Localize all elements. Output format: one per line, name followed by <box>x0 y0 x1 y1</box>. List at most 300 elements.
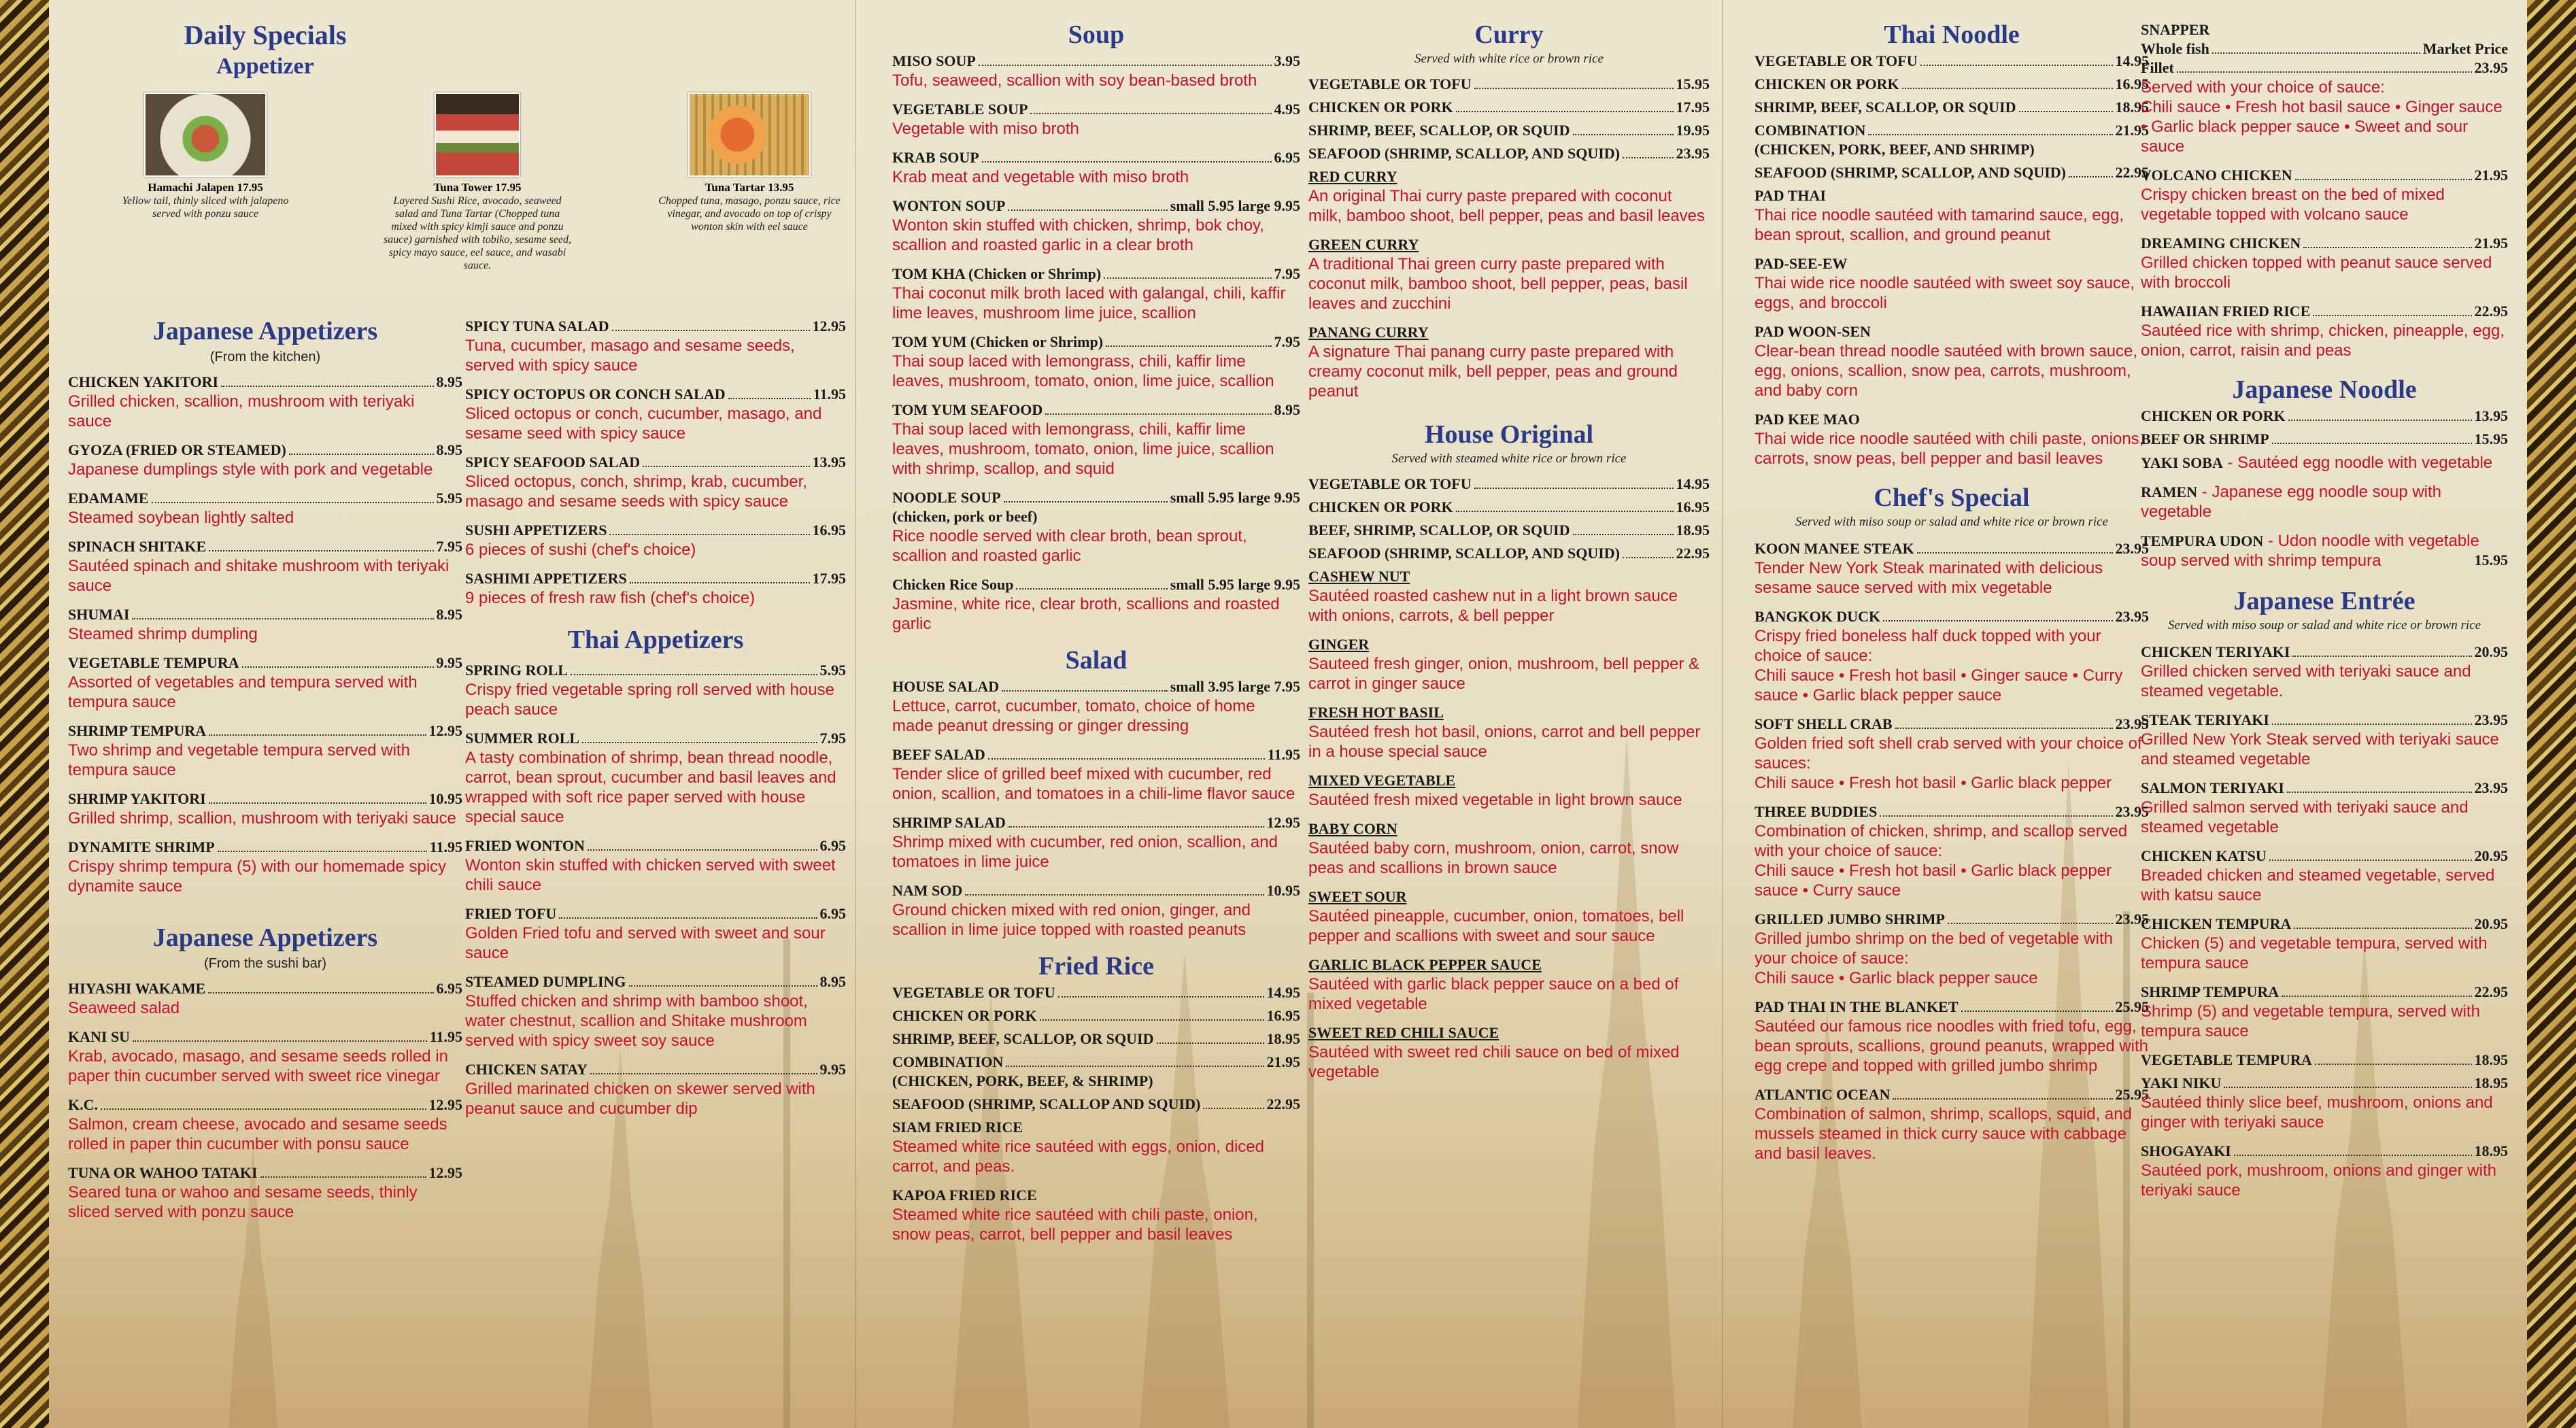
item-row <box>892 52 1300 71</box>
item-row <box>1308 498 1710 517</box>
item-price: 21.95 <box>2474 167 2508 184</box>
special-plate-hamachi <box>110 92 301 272</box>
item-desc: A tasty combination of shrimp, bean thread noodle, carrot, bean sprout, cucumber and basil leaves and wrapped with soft rice paper served with house special sauce <box>465 749 836 826</box>
leader-dots <box>209 802 426 804</box>
item-name: VEGETABLE OR TOFU <box>1755 52 1918 69</box>
item-desc: Rice noodle served with clear broth, bean sprout, scallion and roasted garlic <box>892 527 1247 565</box>
menu-item-fried-wonton <box>465 836 846 895</box>
item-desc: Shrimp (5) and vegetable tempura, served with tempura sauce <box>2141 1002 2480 1040</box>
menu-item-gyoza-fried-or-steamed <box>68 441 462 479</box>
item-price: 12.95 <box>428 1096 462 1113</box>
item-row <box>465 729 846 748</box>
menu-item-soft-shell-crab <box>1755 715 2149 793</box>
leader-dots <box>590 1073 817 1074</box>
menu-item-spicy-seafood-salad <box>465 453 846 511</box>
item-name: VOLCANO CHICKEN <box>2141 167 2292 184</box>
item-row <box>1755 98 2149 117</box>
menu-item-noodle-soup <box>892 488 1300 566</box>
item-name: TEMPURA UDON <box>2141 532 2264 549</box>
item-price: 23.95 <box>2474 711 2508 728</box>
item-desc: Sautéed our famous rice noodles with fried tofu, egg, bean sprouts, scallions, ground peanuts, wrapped with egg crepe and topped with grilled jumbo shrimp <box>1755 1017 2149 1075</box>
item-name: FRIED WONTON <box>465 837 585 854</box>
item-desc: Japanese dumplings style with pork and vegetable <box>68 460 433 479</box>
item-row <box>1755 1085 2149 1104</box>
item-name: DREAMING CHICKEN <box>2141 235 2301 252</box>
item-price: 25.95 <box>2115 998 2149 1015</box>
item-name-detail: (CHICKEN, PORK, BEEF, & SHRIMP) <box>892 1072 1153 1089</box>
item-price: 12.95 <box>428 722 462 739</box>
item-desc: Ground chicken mixed with red onion, ginger, and scallion in lime juice topped with roasted peanuts <box>892 901 1251 939</box>
section-title: Chef's Special <box>1874 483 2030 512</box>
leader-dots <box>1016 588 1167 590</box>
leader-dots <box>1040 1019 1264 1021</box>
leader-dots <box>1002 690 1168 692</box>
item-name: SPICY OCTOPUS OR CONCH SALAD <box>465 386 726 403</box>
leader-dots <box>630 582 810 583</box>
item-desc: Grilled New York Steak served with teriyaki sauce and steamed vegetable <box>2141 730 2499 768</box>
item-name: SHRIMP, BEEF, SCALLOP, OR SQUID <box>1755 99 2016 116</box>
item-name: FRESH HOT BASIL <box>1308 704 1444 721</box>
item-desc: Breaded chicken and steamed vegetable, served with katsu sauce <box>2141 866 2495 904</box>
item-row <box>1308 98 1710 117</box>
column-2 <box>465 317 846 1128</box>
leader-dots <box>1474 88 1674 89</box>
item-desc: A signature Thai panang curry paste prepared with creamy coconut milk, bell pepper, peas and ground peanut <box>1308 343 1678 401</box>
menu-item-spinach-shitake <box>68 537 462 596</box>
item-price: 16.95 <box>812 522 846 539</box>
item-name: CHICKEN OR PORK <box>892 1007 1037 1024</box>
item-row <box>1755 715 2149 734</box>
item-desc: Steamed white rice sautéed with chili paste, onion, snow peas, carrot, bell pepper and basil leaves <box>892 1206 1258 1244</box>
item-row <box>68 979 462 998</box>
item-name: SEAFOOD (SHRIMP, SCALLOP AND SQUID) <box>892 1095 1201 1112</box>
item-desc: Sautéed fresh hot basil, onions, carrot and bell pepper in a house special sauce <box>1308 723 1701 761</box>
item-name: Whole fish <box>2141 40 2209 57</box>
item-desc: Clear-bean thread noodle sautéed with brown sauce, egg, onions, scallion, snow pea, carrots, mushroom, and baby corn <box>1755 342 2138 400</box>
item-price: 21.95 <box>2474 235 2508 252</box>
leader-dots <box>965 894 1264 896</box>
item-name: TOM KHA (Chicken or Shrimp) <box>892 265 1102 282</box>
item-name: GINGER <box>1308 636 1370 653</box>
leader-dots <box>152 502 434 503</box>
daily-specials-plates <box>97 92 858 272</box>
leader-dots <box>101 1108 426 1110</box>
item-row <box>1755 52 2149 71</box>
item-desc: Golden fried soft shell crab served with your choice of sauces: <box>1755 734 2142 772</box>
item-price: 11.95 <box>429 1028 462 1045</box>
item-price: 12.95 <box>1266 814 1300 831</box>
column-5 <box>1755 18 2149 1173</box>
section-note: Served with miso soup or salad and white rice or brown rice <box>1795 515 2109 529</box>
item-row <box>892 575 1300 594</box>
leader-dots <box>643 466 809 467</box>
item-name: CHICKEN OR PORK <box>2141 407 2286 424</box>
item-desc: Assorted of vegetables and tempura served with tempura sauce <box>68 673 418 711</box>
item-price: 16.95 <box>1266 1007 1300 1024</box>
plate-desc: Chopped tuna, masago, ponzu sauce, rice vinegar, and avocado on top of crispy wonton skin with eel sauce <box>658 195 841 233</box>
column-4 <box>1308 18 1710 1091</box>
item-name: GRILLED JUMBO SHRIMP <box>1755 911 1945 928</box>
menu-item-steak-teriyaki <box>2141 711 2508 769</box>
item-price: 12.95 <box>428 1164 462 1181</box>
plate-desc: Layered Sushi Rice, avocado, seaweed salad and Tuna Tartar (Chopped tuna mixed with spicy kimji sauce and ponzu sauce) garnished with tobiko, sesame seed, spicy mayo sauce, eel sauce, and wasabi sauce. <box>384 195 571 271</box>
leader-dots <box>2282 996 2471 997</box>
item-desc: - Sautéed egg noodle with vegetable <box>2222 454 2493 472</box>
item-price: 14.95 <box>2115 52 2149 69</box>
item-price: 11.95 <box>813 386 846 403</box>
japanese-appetizers-kitchen <box>68 314 462 1231</box>
menu-item-sweet-red-chili-sauce <box>1308 1023 1710 1082</box>
item-desc: Wonton skin stuffed with chicken, shrimp, bok choy, scallion and roasted garlic in a clear broth <box>892 216 1264 254</box>
item-name: SWEET SOUR <box>1308 888 1407 905</box>
item-desc: Tuna, cucumber, masago and sesame seeds, served with spicy sauce <box>465 337 795 375</box>
menu-item-mixed-vegetable <box>1308 771 1710 810</box>
menu-item-pad-kee-mao <box>1755 410 2149 469</box>
menu-item-kani-su <box>68 1027 462 1086</box>
item-price: 22.95 <box>1266 1095 1300 1112</box>
item-price: 20.95 <box>2474 643 2508 660</box>
leader-dots <box>2315 1064 2472 1065</box>
item-price: 17.95 <box>812 570 846 587</box>
item-price: 3.95 <box>1274 52 1300 69</box>
leader-dots <box>1456 111 1674 112</box>
item-price: 13.95 <box>2474 407 2508 424</box>
leader-dots <box>1868 134 2112 135</box>
item-name: PAD THAI IN THE BLANKET <box>1755 998 1959 1015</box>
item-row <box>1755 75 2149 94</box>
tuna-tower-photo <box>435 92 520 177</box>
item-price: 11.95 <box>1267 746 1300 763</box>
item-price: 11.95 <box>429 838 462 855</box>
menu-item-combination <box>892 1053 1300 1091</box>
tuna-tartar-photo <box>688 92 811 177</box>
item-price: 6.95 <box>436 980 462 997</box>
item-row <box>2141 643 2508 662</box>
menu-item-fresh-hot-basil <box>1308 703 1710 762</box>
item-desc: Two shrimp and vegetable tempura served with tempura sauce <box>68 741 410 779</box>
item-desc: Steamed shrimp dumpling <box>68 625 258 643</box>
item-name: SNAPPER <box>2141 21 2210 38</box>
item-price: 15.95 <box>2474 430 2508 447</box>
item-desc: Grilled chicken topped with peanut sauce served with broccoli <box>2141 254 2492 292</box>
menu-item-spicy-octopus-or-conch-salad <box>465 385 846 443</box>
item-row <box>892 881 1300 900</box>
item-row <box>465 453 846 472</box>
item-desc: Sautéed thinly slice beef, mushroom, onions and ginger with teriyaki sauce <box>2141 1093 2493 1132</box>
item-price: 18.95 <box>2474 1051 2508 1068</box>
leader-dots <box>1157 1042 1264 1044</box>
item-name: Chicken Rice Soup <box>892 576 1014 593</box>
menu-item-chicken-or-pork <box>2141 407 2508 426</box>
item-desc: - Japanese egg noodle soup with vegetable <box>2141 483 2442 521</box>
item-name: STEAK TERIYAKI <box>2141 711 2269 728</box>
section-title: Japanese Entrée <box>2233 587 2416 615</box>
item-row <box>465 661 846 680</box>
item-price: small 5.95 large 9.95 <box>1170 576 1300 593</box>
menu-item-pad-thai-in-the-blanket <box>1755 998 2149 1076</box>
leader-dots <box>2272 443 2472 444</box>
item-row <box>465 385 846 404</box>
item-row <box>2141 983 2508 1002</box>
item-price: 15.95 <box>2474 551 2508 568</box>
item-desc: Tofu, seaweed, scallion with soy bean-based broth <box>892 71 1257 90</box>
item-price: 18.95 <box>1676 522 1710 539</box>
item-name: PAD KEE MAO <box>1755 411 1860 428</box>
leader-dots <box>1920 65 2113 66</box>
leader-dots <box>1573 134 1674 135</box>
menu-item-vegetable-soup <box>892 100 1300 139</box>
item-price: 22.95 <box>1676 545 1710 562</box>
menu-item-wonton-soup <box>892 197 1300 255</box>
item-name: CASHEW NUT <box>1308 568 1410 585</box>
item-row <box>2141 1051 2508 1070</box>
item-desc: Sauteed fresh ginger, onion, mushroom, bell pepper & carrot in ginger sauce <box>1308 655 1700 693</box>
leader-dots <box>1895 728 2113 729</box>
item-price: 9.95 <box>436 654 462 671</box>
section-note: (From the kitchen) <box>209 350 321 364</box>
leader-dots <box>988 758 1265 760</box>
item-row <box>465 836 846 855</box>
item-row <box>68 1095 462 1115</box>
item-name: HIYASHI WAKAME <box>68 980 206 997</box>
item-desc: Combination of chicken, shrimp, and scallop served with your choice of sauce: <box>1755 822 2128 860</box>
item-row <box>465 569 846 588</box>
item-price: 6.95 <box>1274 149 1300 166</box>
item-price: 25.95 <box>2115 1086 2149 1103</box>
item-price: 6.95 <box>819 905 846 922</box>
item-name: TUNA OR WAHOO TATAKI <box>68 1164 258 1181</box>
menu-item-bangkok-duck <box>1755 607 2149 705</box>
item-name: GREEN CURRY <box>1308 236 1419 253</box>
menu-item-yaki-niku <box>2141 1074 2508 1132</box>
item-name: FRIED TOFU <box>465 905 557 922</box>
item-price: 19.95 <box>1676 122 1710 139</box>
item-name: SPINACH SHITAKE <box>68 538 207 555</box>
item-row <box>68 1163 462 1183</box>
leader-dots <box>218 851 427 852</box>
item-desc: Chili sauce • Fresh hot basil • Garlic black pepper <box>1755 774 2112 792</box>
menu-item-tempura-udon <box>2141 531 2508 571</box>
menu-item-k-c <box>68 1095 462 1154</box>
menu-item-beef-shrimp-scallop-or-squid <box>1308 521 1710 540</box>
item-desc: 9 pieces of fresh raw fish (chef's choice) <box>465 589 756 607</box>
item-name-detail: (CHICKEN, PORK, BEEF, AND SHRIMP) <box>1755 141 2035 158</box>
leader-dots <box>2069 176 2112 177</box>
menu-item-shumai <box>68 605 462 644</box>
menu-item-green-curry <box>1308 235 1710 313</box>
leader-dots <box>132 618 433 619</box>
item-row <box>892 265 1300 284</box>
item-desc: Jasmine, white rice, clear broth, scallions and roasted garlic <box>892 595 1280 633</box>
item-price: 16.95 <box>2115 75 2149 92</box>
menu-item-red-curry <box>1308 167 1710 226</box>
item-desc: Krab meat and vegetable with miso broth <box>892 168 1189 186</box>
item-name: SPICY TUNA SALAD <box>465 318 609 335</box>
item-name: STEAMED DUMPLING <box>465 973 626 990</box>
leader-dots <box>2292 656 2471 657</box>
item-row <box>892 1053 1300 1072</box>
item-desc: Sliced octopus, conch, shrimp, krab, cucumber, masago and sesame seeds with spicy sauce <box>465 473 807 511</box>
item-name: VEGETABLE TEMPURA <box>2141 1051 2312 1068</box>
item-name: SUSHI APPETIZERS <box>465 522 607 539</box>
menu-item-steamed-dumpling <box>465 972 846 1051</box>
item-price: small 5.95 large 9.95 <box>1170 197 1300 214</box>
menu-item-chicken-rice-soup <box>892 575 1300 634</box>
section-title: Curry <box>1474 20 1544 49</box>
menu-item-sushi-appetizers <box>465 521 846 560</box>
item-row <box>892 148 1300 167</box>
item-row <box>1755 998 2149 1017</box>
item-desc: Sautéed roasted cashew nut in a light brown sauce with onions, carrots, & bell pepper <box>1308 587 1678 625</box>
item-desc: Sautéed rice with shrimp, chicken, pineapple, egg, onion, carrot, raisin and peas <box>2141 322 2505 360</box>
item-name: DYNAMITE SHRIMP <box>68 838 215 855</box>
item-name: SHRIMP YAKITORI <box>68 790 206 807</box>
menu-item-sweet-sour <box>1308 887 1710 946</box>
menu-item-edamame <box>68 489 462 528</box>
item-price: 23.95 <box>2115 715 2149 732</box>
menu-item-siam-fried-rice <box>892 1118 1300 1176</box>
item-name: CHICKEN OR PORK <box>1308 99 1453 116</box>
section-title: House Original <box>1424 420 1594 449</box>
leader-dots <box>1893 1098 2112 1100</box>
item-price: 20.95 <box>2474 915 2508 932</box>
item-name: RED CURRY <box>1308 168 1397 185</box>
item-name: KAPOA FRIED RICE <box>892 1187 1037 1204</box>
item-row <box>892 401 1300 420</box>
menu-item-miso-soup <box>892 52 1300 90</box>
item-desc: Grilled shrimp, scallion, mushroom with teriyaki sauce <box>68 809 456 828</box>
menu-item-chicken-or-pork <box>1755 75 2149 94</box>
section-title: Fried Rice <box>1038 952 1154 981</box>
item-row <box>1308 121 1710 140</box>
item-name: ATLANTIC OCEAN <box>1755 1086 1891 1103</box>
menu-item-beef-or-shrimp <box>2141 430 2508 449</box>
item-desc: Served with your choice of sauce: <box>2141 78 2385 97</box>
item-name: COMBINATION <box>892 1053 1004 1070</box>
item-row <box>68 489 462 508</box>
leader-dots <box>242 666 434 668</box>
item-name: SHRIMP TEMPURA <box>2141 983 2280 1000</box>
leader-dots <box>2295 179 2472 180</box>
item-name: SEAFOOD (SHRIMP, SCALLOP, AND SQUID) <box>1308 545 1621 562</box>
menu-item-tom-yum-chicken-or-shrimp <box>892 333 1300 391</box>
item-name: CHICKEN TEMPURA <box>2141 915 2292 932</box>
item-name: NOODLE SOUP <box>892 489 1001 506</box>
item-name: CHICKEN TERIYAKI <box>2141 643 2290 660</box>
leader-dots <box>1623 157 1673 158</box>
item-price: 22.95 <box>2115 164 2149 181</box>
item-row <box>1755 539 2149 558</box>
item-price: 18.95 <box>2474 1074 2508 1091</box>
item-name: BEEF, SHRIMP, SCALLOP, OR SQUID <box>1308 522 1570 539</box>
menu-item-atlantic-ocean <box>1755 1085 2149 1163</box>
menu-item-vegetable-or-tofu <box>892 983 1300 1002</box>
item-desc: Chili sauce • Garlic black pepper sauce <box>1755 969 2038 987</box>
column-3 <box>892 18 1300 1254</box>
item-price: 7.95 <box>436 538 462 555</box>
section-note: Served with miso soup or salad and white rice or brown rice <box>2167 618 2481 632</box>
leader-dots <box>208 992 433 993</box>
item-name: SOFT SHELL CRAB <box>1755 715 1893 732</box>
menu-item-krab-soup <box>892 148 1300 187</box>
item-desc: Vegetable with miso broth <box>892 120 1079 138</box>
item-name: SWEET RED CHILI SAUCE <box>1308 1024 1499 1041</box>
menu-item-sashimi-appetizers <box>465 569 846 608</box>
item-row <box>465 521 846 540</box>
item-price: 13.95 <box>812 454 846 471</box>
item-desc: Salmon, cream cheese, avocado and sesame seeds rolled in paper thin cucumber with ponsu sauce <box>68 1115 447 1153</box>
item-desc: Sautéed pineapple, cucumber, onion, tomatoes, bell pepper and scallions with sweet and sour sauce <box>1308 907 1684 945</box>
item-name: MISO SOUP <box>892 52 976 69</box>
menu-item-cashew-nut <box>1308 567 1710 626</box>
item-desc: Steamed soybean lightly salted <box>68 509 294 527</box>
leader-dots <box>1058 996 1264 998</box>
menu-item-summer-roll <box>465 729 846 827</box>
leader-dots <box>289 454 434 455</box>
item-price: 23.95 <box>2115 608 2149 625</box>
menu-item-tom-kha-chicken-or-shrimp <box>892 265 1300 323</box>
item-price: small 3.95 large 7.95 <box>1170 678 1300 695</box>
item-row <box>68 441 462 460</box>
menu-item-house-salad <box>892 677 1300 736</box>
item-name: HOUSE SALAD <box>892 678 1000 695</box>
item-price: 23.95 <box>2474 779 2508 796</box>
item-name: SEAFOOD (SHRIMP, SCALLOP, AND SQUID) <box>1308 145 1621 162</box>
section-note: (From the sushi bar) <box>203 956 327 971</box>
menu-item-koon-manee-steak <box>1755 539 2149 598</box>
leader-dots <box>612 330 810 331</box>
item-row <box>892 100 1300 119</box>
item-desc: Chili sauce • Fresh hot basil sauce • Ginger sauce • Garlic black pepper sauce • Sweet and sour sauce <box>2141 98 2503 156</box>
menu-item-dynamite-shrimp <box>68 838 462 896</box>
item-name: EDAMAME <box>68 490 149 507</box>
item-desc: Combination of salmon, shrimp, scallops, squid, and mussels steamed in thick curry sauce with cabbage and basil leaves. <box>1755 1105 2132 1163</box>
section-title: Thai Appetizers <box>567 626 744 654</box>
item-name: SHRIMP, BEEF, SCALLOP, OR SQUID <box>1308 122 1570 139</box>
item-row <box>2141 430 2508 449</box>
leader-dots <box>1009 826 1264 828</box>
item-row <box>892 677 1300 696</box>
item-price: 7.95 <box>1274 333 1300 350</box>
item-row <box>892 1030 1300 1049</box>
item-row <box>2141 779 2508 798</box>
item-desc: Seared tuna or wahoo and sesame seeds, thinly sliced served with ponzu sauce <box>68 1183 418 1221</box>
item-name: PAD-SEE-EW <box>1755 255 1848 272</box>
item-name: BEEF OR SHRIMP <box>2141 430 2269 447</box>
item-row <box>465 317 846 336</box>
leader-dots <box>2272 724 2472 725</box>
menu-item-pad-woon-sen <box>1755 322 2149 401</box>
item-row <box>892 333 1300 352</box>
item-name: YAKI NIKU <box>2141 1074 2222 1091</box>
item-name: SPICY SEAFOOD SALAD <box>465 454 641 471</box>
item-desc: A traditional Thai green curry paste prepared with coconut milk, bamboo shoot, bell pepper, peas, basil leaves and zucchini <box>1308 255 1688 313</box>
item-row <box>2141 1074 2508 1093</box>
item-name: SHOGAYAKI <box>2141 1142 2231 1159</box>
leader-dots <box>1948 923 2113 924</box>
menu-item-ginger <box>1308 635 1710 694</box>
item-row <box>1308 144 1710 163</box>
menu-item-salmon-teriyaki <box>2141 779 2508 837</box>
item-price: 21.95 <box>2115 122 2149 139</box>
item-price: 21.95 <box>1266 1053 1300 1070</box>
leader-dots <box>571 674 817 675</box>
item-desc: Crispy fried boneless half duck topped with your choice of sauce: <box>1755 627 2101 665</box>
item-row <box>892 197 1300 216</box>
item-price: 23.95 <box>2115 803 2149 820</box>
item-price: 16.95 <box>1676 498 1710 515</box>
item-price: 14.95 <box>1676 475 1710 492</box>
